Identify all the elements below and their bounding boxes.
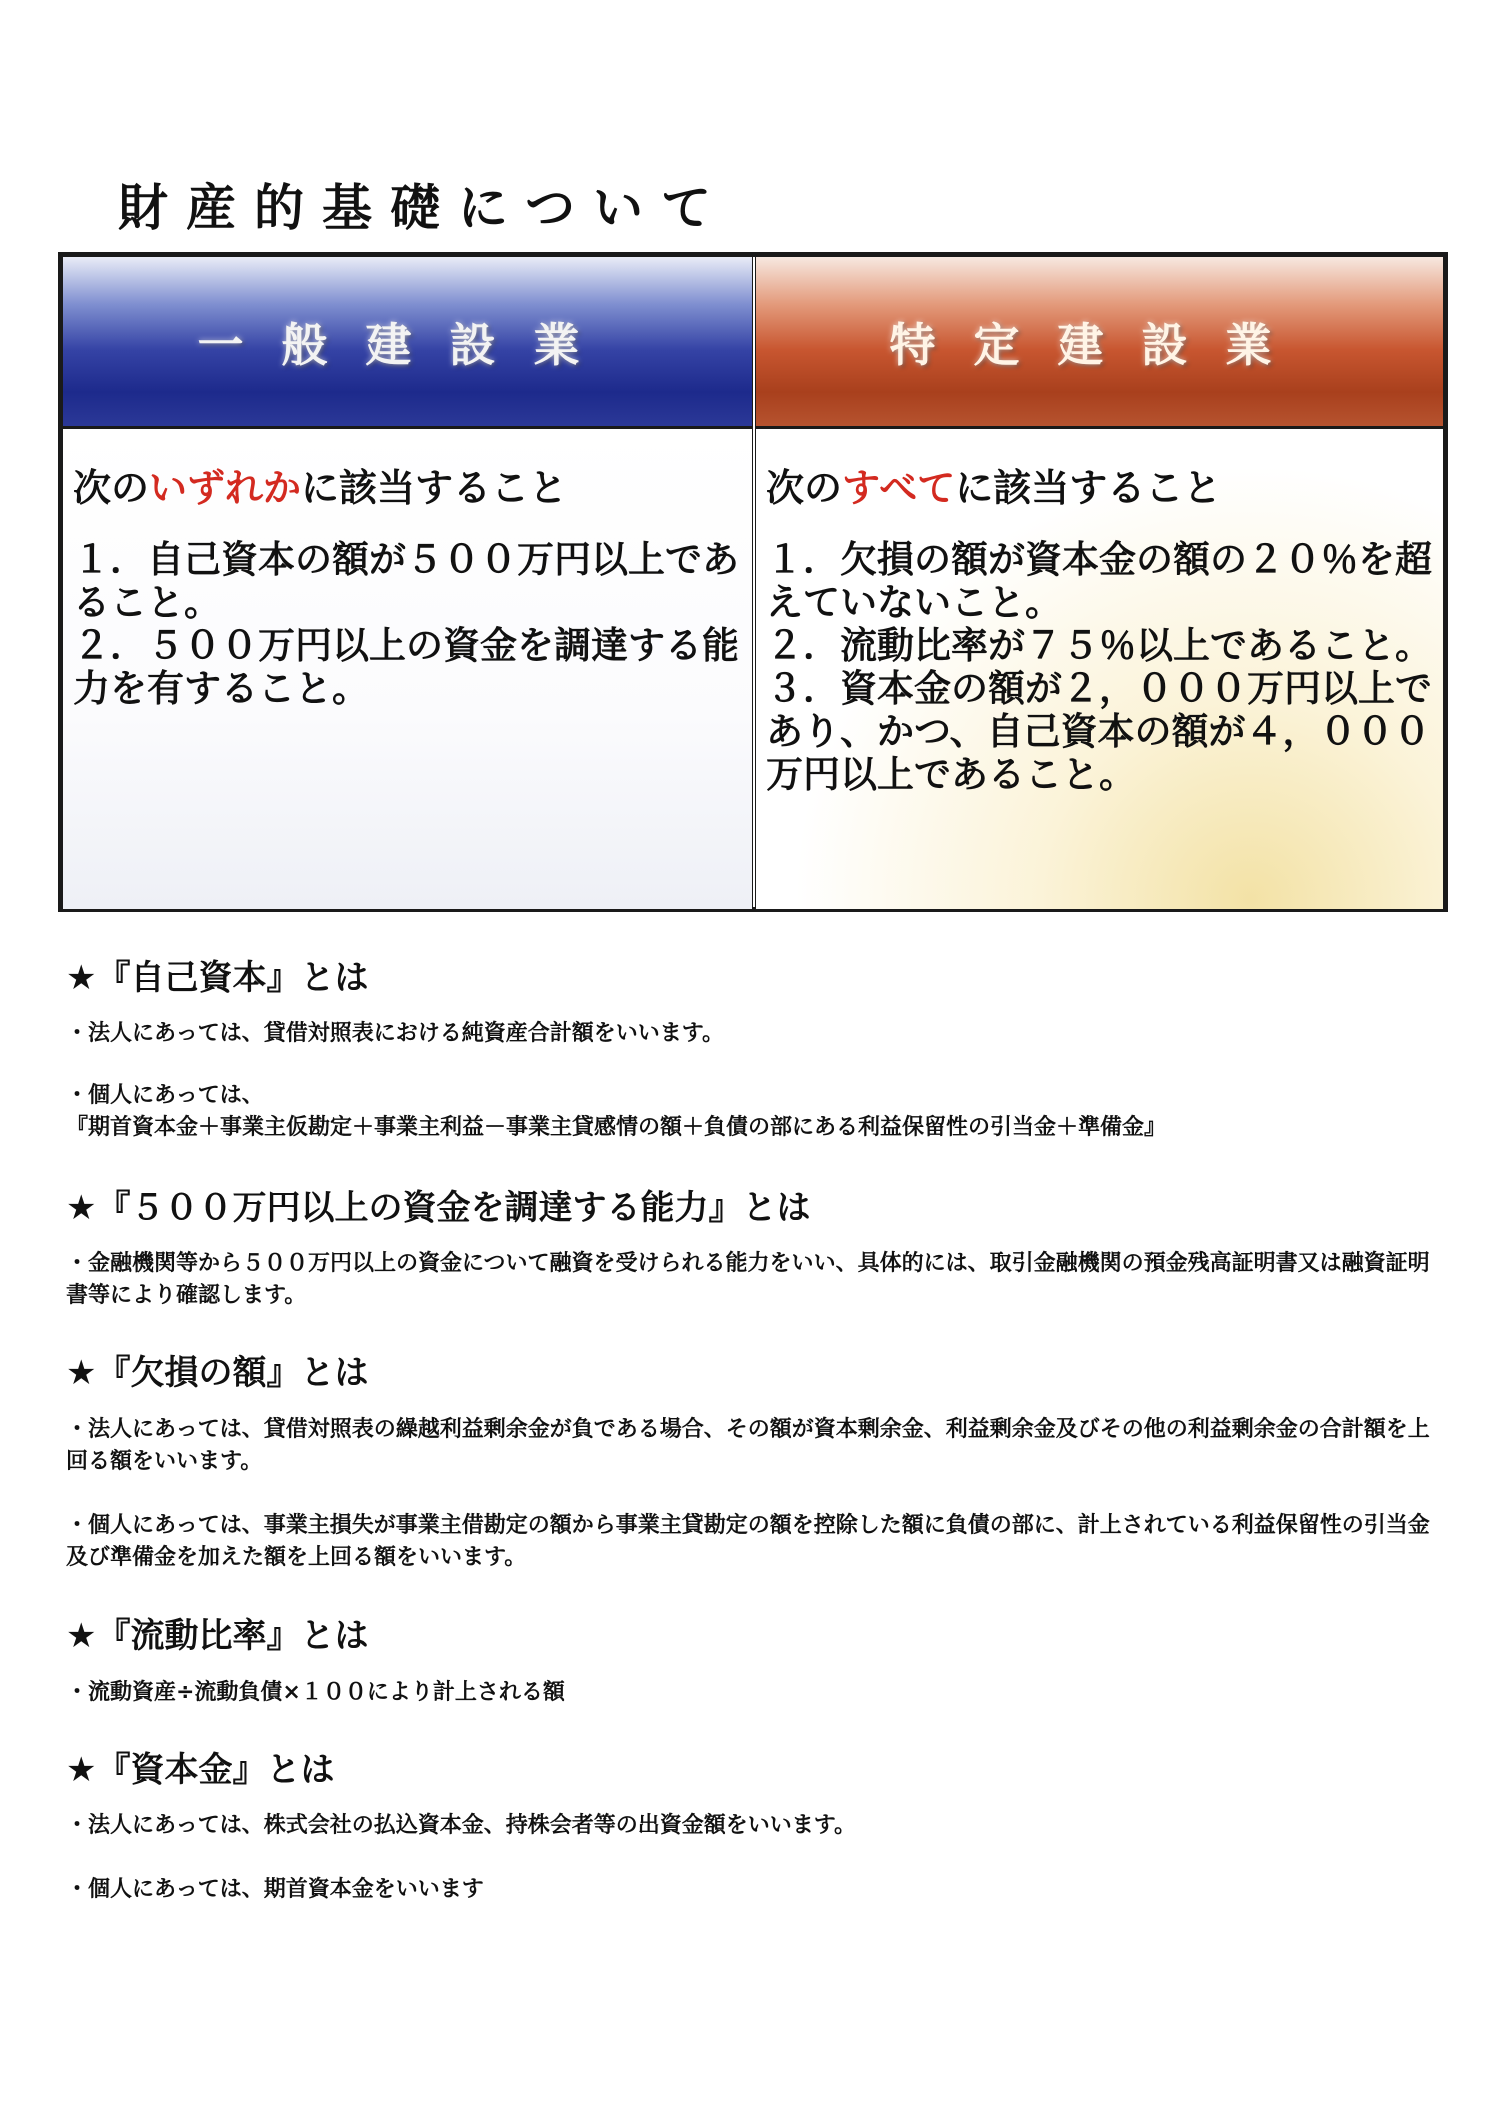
general-construction-conditions (63, 429, 752, 909)
specific-condition-2: ２．流動比率が７５％以上であること。 (766, 623, 1432, 667)
def-deficit-individual: ・個人にあっては、事業主損失が事業主借勘定の額から事業主貸勘定の額を控除した額に負債の部に、計上されている利益保留性の引当金及び準備金を加えた額を上回る額をいいます。 (66, 1513, 1430, 1570)
lead-suffix: に該当すること (301, 465, 568, 510)
specific-construction-header-label: 特定建設業 (889, 317, 1310, 372)
specific-construction-header (756, 257, 1443, 429)
def-own-capital-individual: ・個人にあっては、 (66, 1083, 264, 1108)
specific-condition-1: １．欠損の額が資本金の額の２０％を超えていないこと。 (766, 537, 1432, 624)
def-own-capital-formula: 『期首資本金＋事業主仮勘定＋事業主利益－事業主貸感情の額＋負債の部にある利益保留性の引当金＋準備金』 (66, 1115, 1167, 1140)
lead-prefix: 次の (766, 465, 843, 510)
general-condition-2: ２．５００万円以上の資金を調達する能力を有すること。 (73, 623, 739, 710)
def-own-capital-corporate: ・法人にあっては、貸借対照表における純資産合計額をいいます。 (66, 1021, 725, 1046)
general-construction-column (63, 257, 756, 907)
def-heading-capital: ★『資本金』とは (66, 1750, 335, 1790)
lead-suffix: に該当すること (955, 465, 1222, 510)
def-heading-current-ratio: ★『流動比率』とは (66, 1616, 369, 1656)
emphasis-any: いずれか (149, 465, 302, 510)
requirements-table (58, 252, 1448, 912)
emphasis-all: すべて (842, 465, 956, 510)
def-current-ratio-text: ・流動資産÷流動負債×１００により計上される額 (66, 1680, 565, 1705)
general-condition-1: １．自己資本の額が５００万円以上であること。 (73, 537, 739, 624)
def-capital-individual: ・個人にあっては、期首資本金をいいます (66, 1877, 484, 1902)
general-construction-header (63, 257, 752, 429)
page-title: 財産的基礎について (118, 178, 729, 237)
specific-construction-column (756, 257, 1443, 907)
def-funding-ability-text: ・金融機関等から５００万円以上の資金について融資を受けられる能力をいい、具体的には、取引金融機関の預金残高証明書又は融資証明書等により確認します。 (66, 1251, 1430, 1308)
def-heading-own-capital: ★『自己資本』とは (66, 958, 369, 998)
lead-prefix: 次の (73, 465, 150, 510)
specific-construction-conditions (756, 429, 1443, 909)
def-deficit-corporate: ・法人にあっては、貸借対照表の繰越利益剰余金が負である場合、その額が資本剰余金、利益剰余金及びその他の利益剰余金の合計額を上回る額をいいます。 (66, 1417, 1430, 1474)
def-capital-corporate: ・法人にあっては、株式会社の払込資本金、持株会者等の出資金額をいいます。 (66, 1813, 857, 1838)
general-condition-lead (73, 457, 744, 512)
def-heading-deficit: ★『欠損の額』とは (66, 1353, 369, 1393)
specific-condition-3: ３．資本金の額が２，０００万円以上であり、かつ、自己資本の額が４，０００万円以上であること。 (766, 666, 1432, 796)
def-heading-funding-ability: ★『５００万円以上の資金を調達する能力』とは (66, 1188, 811, 1228)
specific-condition-lead (766, 457, 1435, 512)
general-construction-header-label: 一般建設業 (197, 317, 618, 372)
